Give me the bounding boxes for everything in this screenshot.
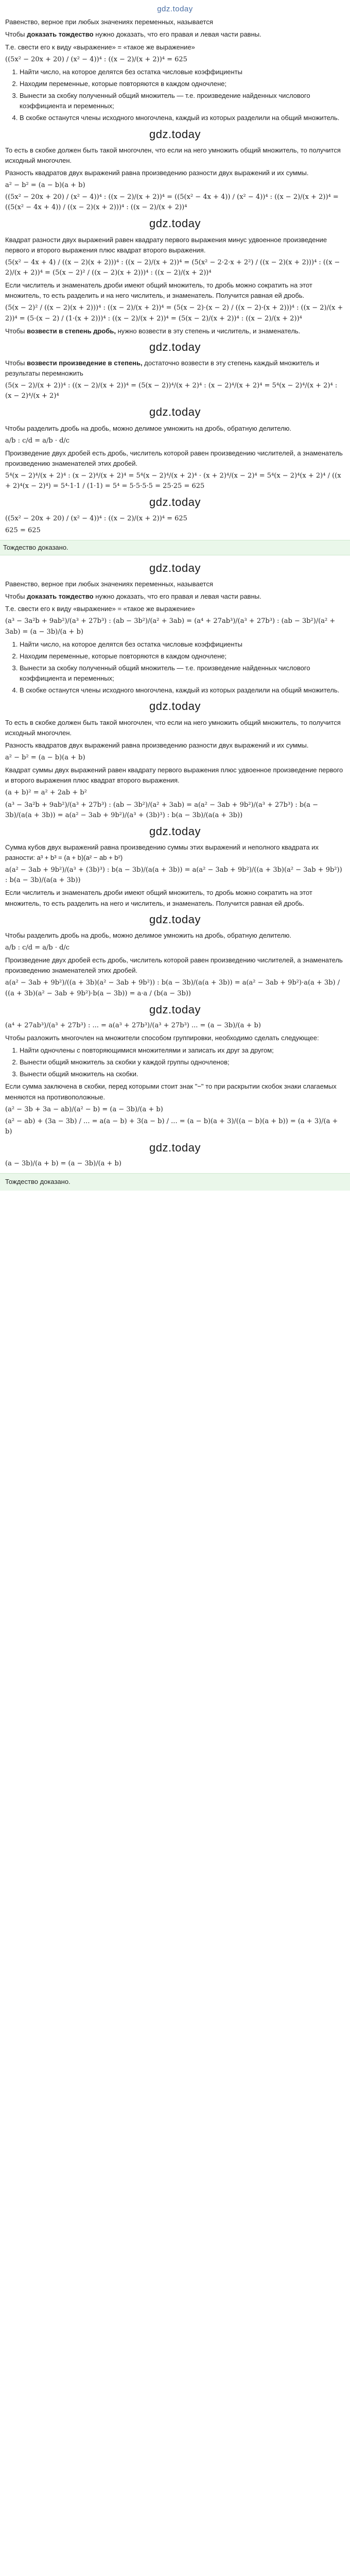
proved-banner: Тождество доказано. (0, 540, 350, 555)
list-item: 4. В скобке останутся члены исходного многочлена, каждый из которых разделили на общий множитель. (20, 685, 345, 696)
expression-line: Т.е. свести его к виду «выражение» = «такое же выражение» (5, 43, 195, 51)
paragraph: Если сумма заключена в скобки, перед которыми стоит знак "−" то при раскрытии скобок знаки слагаемых меняются на противоположные. (5, 1082, 337, 1101)
steps-list (5, 639, 345, 696)
paragraph: То есть в скобке должен быть такой многочлен, что если на него умножить общий множитель, то получится исходный многочлен. (5, 718, 341, 737)
list-item: 2. Находим переменные, которые повторяются в каждом одночлене; (20, 651, 345, 662)
list-item: 1. Найти одночлены с повторяющимися множителями и записать их друг за другом; (20, 1045, 345, 1056)
watermark: gdz.today (149, 912, 201, 926)
equation: a² − b² = (a − b)(a + b) (5, 753, 85, 761)
list-item: 2. Находим переменные, которые повторяются в каждом одночлене; (20, 79, 345, 89)
list-item: 1. Найти число, на которое делятся без остатка числовые коэффициенты (20, 67, 345, 77)
list-item: 3. Вынести за скобку полученный общий множитель — т.е. произведение найденных числового коэффициента и переменных; (20, 663, 345, 684)
paragraph: Чтобы возвести произведение в степень, достаточно возвести в эту степень каждый множитель и результаты перемножить (5, 359, 320, 378)
paragraph: Чтобы разложить многочлен на множители способом группировки, необходимо сделать следующее: (5, 1033, 319, 1042)
equation: ((5x² − 20x + 20) / (x² − 4))⁴ : ((x − 2)/(x + 2))⁴ = 625 (5, 55, 187, 63)
equation: ((5x² − 20x + 20) / (x² − 4))⁴ : ((x − 2)/(x + 2))⁴ = ((5(x² − 4x + 4)) / (x² − 4))⁴ : ((x − 2)/(x + 2))⁴ = ((5(x² − 4x + 4)) / ((x − 2)(x + 2)))⁴ : ((x − 2)/(x + 2))⁴ (5, 193, 341, 212)
watermark: gdz.today (149, 700, 201, 713)
watermark-top: gdz.today (157, 5, 193, 13)
list-item: 3. Вынести за скобку полученный общий множитель — т.е. произведение найденных числового коэффициента и переменных; (20, 91, 345, 111)
equation: (a³ − 3a²b + 9ab²)/(a³ + 27b³) : (ab − 3b²)/(a² + 3ab) = (a⁴ + 27ab³)/(a³ + 27b³) : (ab − 3b²)/(a² + 3ab) = (a − 3b)/(a + b) (5, 617, 338, 636)
watermark: gdz.today (149, 496, 201, 509)
equation: (a² − ab) + (3a − 3b) / ... = a(a − b) + 3(a − b) / ... = (a − b)(a + 3)/((a − b)(a + b)) = (a + 3)/(a + b) (5, 1117, 340, 1136)
intro-text: Равенство, верное при любых значениях переменных, называется (5, 18, 213, 26)
equation: (a⁴ + 27ab³)/(a³ + 27b³) : ... = a(a³ + 27b³)/(a³ + 27b³) ... = (a − 3b)/(a + b) (5, 1021, 261, 1029)
list-item: 3. Вынести общий множитель на скобки. (20, 1069, 345, 1079)
watermark: gdz.today (149, 561, 201, 574)
task-text: Чтобы доказать тождество нужно доказать, что его правая и левая части равны. (5, 592, 261, 601)
paragraph: Квадрат разности двух выражений равен квадрату первого выражения минус удвоенное произведение первого и второго выражения плюс квадрат второго выражения. (5, 235, 327, 254)
watermark: gdz.today (149, 405, 201, 419)
equation: (5(x − 2)/(x + 2))⁴ : ((x − 2)/(x + 2))⁴ = (5(x − 2))⁴/(x + 2)⁴ : (x − 2)⁴/(x + 2)⁴ = 5⁴(x − 2)⁴/(x + 2)⁴ : (x − 2)⁴/(x + 2)⁴ (5, 382, 340, 400)
page (0, 0, 350, 1191)
proved-banner: Тождество доказано. (0, 1173, 350, 1190)
paragraph: Чтобы возвести в степень дробь, нужно возвести в эту степень и числитель, и знаменатель. (5, 327, 301, 335)
equation: ((5x² − 20x + 20) / (x² − 4))⁴ : ((x − 2)/(x + 2))⁴ = 625 (5, 514, 187, 522)
equation: a² − b² = (a − b)(a + b) (5, 181, 85, 190)
equation: (a − 3b)/(a + b) = (a − 3b)/(a + b) (5, 1160, 121, 1168)
watermark: gdz.today (149, 340, 201, 353)
steps-list (5, 67, 345, 124)
equation: 625 = 625 (5, 526, 41, 534)
paragraph: Чтобы разделить дробь на дробь, можно делимое умножить на дробь, обратную делителю. (5, 424, 292, 432)
list-item: 4. В скобке останутся члены исходного многочлена, каждый из которых разделили на общий множитель. (20, 113, 345, 123)
watermark: gdz.today (149, 824, 201, 838)
paragraph: Если числитель и знаменатель дроби имеют общий множитель, то дробь можно сократить на этот множитель, то есть разделить и на него числитель, и знаменатель. Получится равная ей дробь. (5, 281, 312, 300)
part2 (5, 560, 345, 1191)
equation: 5⁴(x − 2)⁴/(x + 2)⁴ : (x − 2)⁴/(x + 2)⁴ = 5⁴(x − 2)⁴/(x + 2)⁴ · (x + 2)⁴/(x − 2)⁴ = 5⁴(x − 2)⁴(x + 2)⁴ / ((x + 2)⁴(x − 2)⁴) = 5⁴·1·1 / (1·1) = 5⁴ = 5·5·5·5 = 25·25 = 625 (5, 472, 343, 490)
equation: a(a² − 3ab + 9b²)/((a + 3b)(a² − 3ab + 9b²)) : b(a − 3b)/(a(a + 3b)) = a(a² − 3ab + 9b²)·a(a + 3b) / ((a + 3b)(a² − 3ab + 9b²)·b(a − 3b)) = a·a / (b(a − 3b)) (5, 979, 342, 997)
equation: a/b : c/d = a/b · d/c (5, 943, 70, 952)
paragraph: Произведение двух дробей есть дробь, числитель которой равен произведению числителей, а знаменатель произведению знаменателей этих дробей. (5, 449, 343, 467)
watermark: gdz.today (149, 1141, 201, 1155)
expression-line: Т.е. свести его к виду «выражение» = «такое же выражение» (5, 605, 195, 613)
paragraph: Сумма кубов двух выражений равна произведению суммы этих выражений и неполного квадрата их разности: a³ + b³ = (a + b)(a² − ab + b²) (5, 843, 319, 862)
paragraph: Разность квадратов двух выражений равна произведению разности двух выражений и их суммы. (5, 168, 309, 177)
equation: (5(x − 2)² / ((x − 2)(x + 2)))⁴ : ((x − 2)/(x + 2))⁴ = (5(x − 2)·(x − 2) / ((x − 2)·(x + 2)))⁴ : ((x − 2)/(x + 2))⁴ = (5·(x − 2) / (1·(x + 2)))⁴ : ((x − 2)/(x + 2))⁴ = (5(x − 2)/(x + 2))⁴ : ((x − 2)/(x + 2))⁴ (5, 304, 345, 323)
equation: (5(x² − 4x + 4) / ((x − 2)(x + 2)))⁴ : ((x − 2)/(x + 2))⁴ = (5(x² − 2·2·x + 2²) / ((x − 2)(x + 2)))⁴ : ((x − 2)/(x + 2))⁴ = (5(x − 2)² / ((x − 2)(x + 2)))⁴ : ((x − 2)/(x + 2))⁴ (5, 258, 342, 277)
equation: (a + b)² = a² + 2ab + b² (5, 789, 87, 797)
part1 (5, 17, 345, 555)
equation: (a³ − 3a²b + 9ab²)/(a³ + 27b³) : (ab − 3b²)/(a² + 3ab) = a(a² − 3ab + 9b²)/(a³ + 27b³) : b(a − 3b)/(a(a + 3b)) = a(a² − 3ab + 9b²)/(a³ + (3b)³) : b(a − 3b)/(a(a + 3b)) (5, 801, 321, 819)
equation: (a² − 3b + 3a − ab)/(a² − b) = (a − 3b)/(a + b) (5, 1105, 163, 1113)
paragraph: Разность квадратов двух выражений равна произведению разности двух выражений и их суммы. (5, 741, 309, 749)
equation: a/b : c/d = a/b · d/c (5, 436, 70, 445)
task-text: Чтобы доказать тождество нужно доказать, что его правая и левая части равны. (5, 30, 261, 39)
list-item: 1. Найти число, на которое делятся без остатка числовые коэффициенты (20, 639, 345, 650)
watermark: gdz.today (149, 127, 201, 141)
watermark: gdz.today (149, 1003, 201, 1016)
equation: a(a² − 3ab + 9b²)/(a³ + (3b)³) : b(a − 3b)/(a(a + 3b)) = a(a² − 3ab + 9b²)/((a + 3b)(a² − 3ab + 9b²)) : b(a − 3b)/(a(a + 3b)) (5, 866, 344, 885)
paragraph: Если числитель и знаменатель дроби имеют общий множитель, то дробь можно сократить на этот множитель, то есть разделить на него и числитель, и знаменатель. Получится равная ей дробь. (5, 889, 312, 907)
steps-list (5, 1045, 345, 1079)
paragraph: Квадрат суммы двух выражений равен квадрату первого выражения плюс удвоенное произведение первого и второго выражения плюс квадрат второго выражения. (5, 766, 343, 785)
paragraph: Чтобы разделить дробь на дробь, можно делимое умножить на дробь, обратную делителю. (5, 931, 292, 939)
paragraph: Произведение двух дробей есть дробь, числитель которой равен произведению числителей, а знаменатель произведению знаменателей этих дробей. (5, 956, 343, 975)
intro-text: Равенство, верное при любых значениях переменных, называется (5, 580, 213, 588)
paragraph: То есть в скобке должен быть такой многочлен, что если на него умножить общий множитель, то получится исходный многочлен. (5, 146, 341, 164)
watermark: gdz.today (149, 217, 201, 230)
list-item: 2. Вынести общий множитель за скобки у каждой группы одночленов; (20, 1057, 345, 1067)
